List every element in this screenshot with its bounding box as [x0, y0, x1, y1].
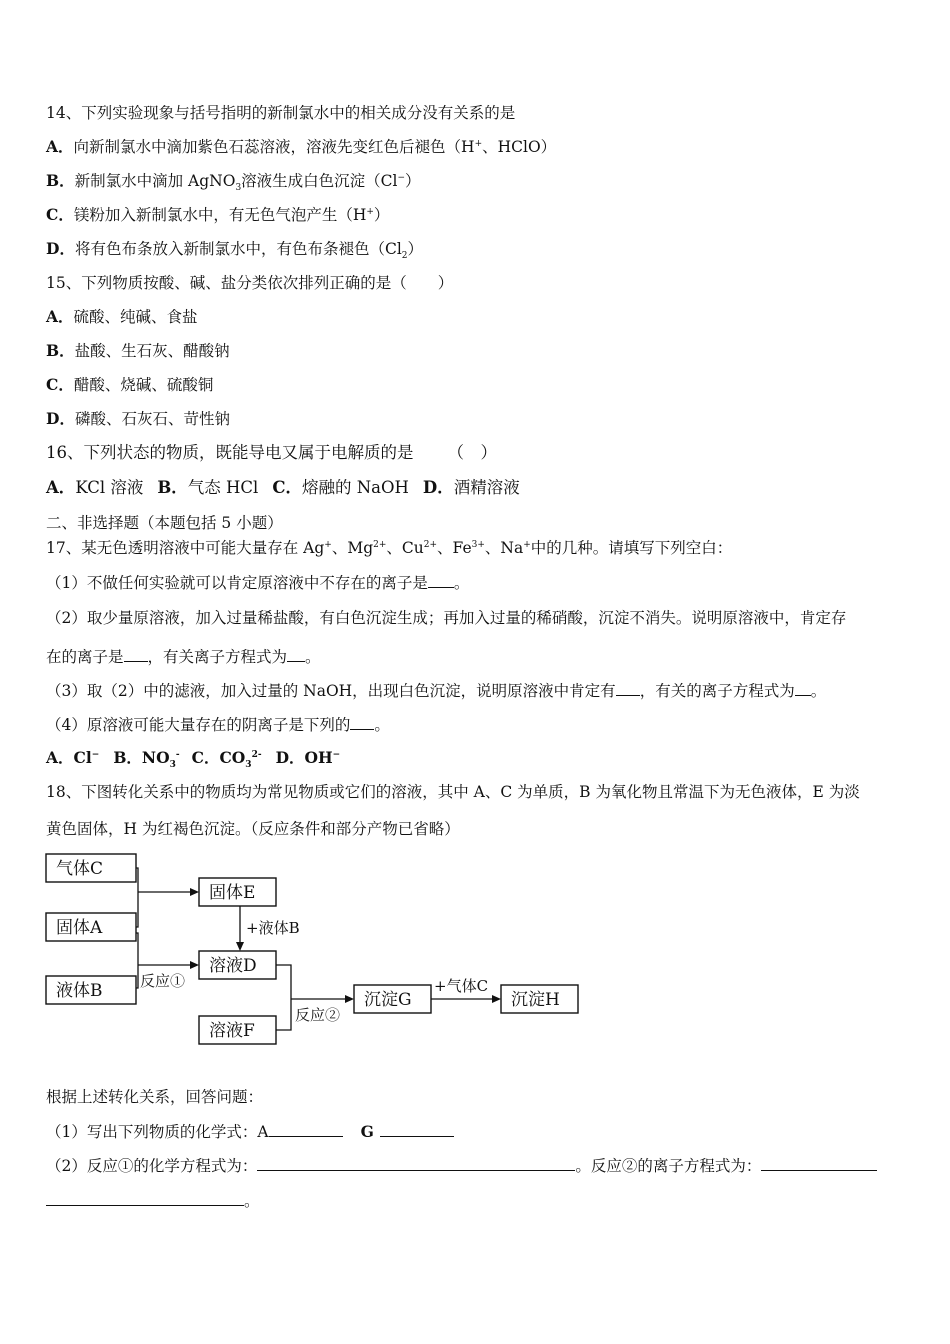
answer-blank-g[interactable]	[380, 1121, 454, 1137]
q18-stem-line1: 18、下图转化关系中的物质均为常见物质或它们的溶液，其中 A、C 为单质，B 为氧化物且常温下为无色液体，E 为淡	[46, 783, 860, 801]
option-text-tail: ）	[373, 206, 390, 224]
option-label-c: C．	[191, 748, 220, 767]
q18-stem-line2: 黄色固体，H 为红褐色沉淀。（反应条件和部分产物已省略）	[46, 820, 460, 838]
option-label-d: D．	[422, 478, 454, 497]
option-text-b: 气态 HCl	[187, 478, 259, 497]
label-precip-g: 沉淀G	[364, 990, 412, 1010]
q15-option-d	[46, 409, 230, 429]
q15-option-c	[46, 375, 213, 395]
section-title: 二、非选择题（本题包括 5 小题）	[46, 514, 283, 532]
option-label: C．	[46, 375, 74, 394]
q17-ion-sep: 、Mg	[331, 539, 374, 557]
option-text: 盐酸、生石灰、醋酸钠	[74, 342, 230, 360]
part-text-end: 。	[810, 682, 827, 700]
q17-part1	[46, 572, 469, 593]
q17-ion-sep: 、Na	[484, 539, 524, 557]
reaction-flow-diagram	[44, 848, 604, 1048]
option-label-d: D．	[275, 748, 305, 767]
subscript: 3	[235, 183, 242, 194]
q17-stem-text: 17、某无色透明溶液中可能大量存在 Ag	[46, 539, 325, 557]
label-liquid-b: 液体B	[56, 981, 103, 1001]
connector-d-f	[276, 965, 291, 1030]
label-plus-liquid-b: +液体B	[246, 919, 300, 937]
option-text-b: NO	[141, 748, 170, 767]
part-text: （3）取（2）中的滤液，加入过量的 NaOH，出现白色沉淀，说明原溶液中肯定有	[46, 682, 616, 700]
option-text-tail: ）	[405, 172, 421, 190]
label-reaction-1: 反应①	[140, 972, 186, 990]
answer-blank-reaction2[interactable]	[761, 1155, 877, 1171]
superscript: +	[366, 206, 374, 217]
option-label-a: A．	[46, 478, 76, 497]
part-text: （2）反应①的化学方程式为：	[46, 1157, 258, 1175]
answer-blank[interactable]	[287, 646, 305, 662]
label-plus-gas-c: +气体C	[434, 977, 489, 995]
part-text-mid: ，有关的离子方程式为	[639, 682, 795, 700]
subscript: 3	[245, 760, 252, 771]
q15-option-a	[46, 307, 198, 327]
option-label: D．	[46, 239, 75, 258]
option-text-mid: 溶液生成白色沉淀（Cl	[241, 172, 398, 190]
part-text: （1）不做任何实验就可以肯定原溶液中不存在的离子是	[46, 574, 428, 592]
q14-option-b	[46, 171, 421, 194]
superscript: −	[332, 749, 341, 760]
label-solid-e: 固体E	[209, 883, 256, 903]
q15-option-b	[46, 341, 230, 361]
option-label: B．	[46, 171, 75, 190]
answer-paren: （ ）	[447, 443, 497, 462]
q14-option-d	[46, 239, 424, 262]
label-reaction-2: 反应②	[295, 1006, 341, 1024]
q18-part1	[46, 1121, 454, 1142]
label-solution-d: 溶液D	[209, 956, 257, 976]
part-text-end: 。	[305, 648, 321, 666]
part-text: （1）写出下列物质的化学式：A	[46, 1123, 269, 1141]
q17-part2-line1: （2）取少量原溶液，加入过量稀盐酸，有白色沉淀生成；再加入过量的稀硝酸，沉淀不消失。说明原溶液中，肯定存	[46, 609, 847, 627]
option-label-c: C．	[272, 478, 302, 497]
answer-blank-a[interactable]	[269, 1121, 343, 1137]
option-text: 新制氯水中滴加 AgNO	[74, 172, 236, 190]
option-text: 镁粉加入新制氯水中，有无色气泡产生（H	[73, 206, 367, 224]
arrowhead-g	[345, 995, 354, 1003]
option-text-a: Cl	[73, 748, 92, 767]
option-label-b: B．	[113, 748, 142, 767]
option-label: A．	[46, 137, 74, 156]
superscript: +	[324, 539, 332, 550]
option-label: A．	[46, 307, 74, 326]
q14-option-a	[46, 137, 556, 157]
part-text-end: 。	[244, 1192, 260, 1210]
option-text-tail: ）	[407, 240, 424, 258]
q17-ion-sep: 、Fe	[437, 539, 472, 557]
option-text-d: 酒精溶液	[453, 478, 520, 497]
answer-blank[interactable]	[124, 646, 148, 662]
q16-stem	[46, 443, 497, 463]
option-label: B．	[46, 341, 75, 360]
q15-stem: 15、下列物质按酸、碱、盐分类依次排列正确的是（ ）	[46, 274, 454, 292]
option-label-a: A．	[46, 748, 74, 767]
option-text: 将有色布条放入新制氯水中，有色布条褪色（Cl	[74, 240, 402, 258]
arrowhead-e	[190, 888, 199, 896]
q17-ion-sep: 、Cu	[386, 539, 424, 557]
q18-part2	[46, 1155, 877, 1176]
label-gas-c: 气体C	[56, 859, 104, 879]
option-label: C．	[46, 205, 74, 224]
superscript: +	[474, 138, 483, 149]
part-text-mid: ，有关离子方程式为	[147, 648, 288, 666]
option-label: D．	[46, 409, 75, 428]
superscript: 3+	[471, 539, 485, 550]
q17-part4	[46, 714, 390, 735]
option-text-c: 熔融的 NaOH	[301, 478, 409, 497]
option-text: 磷酸、石灰石、苛性钠	[74, 410, 230, 428]
arrowhead-d-reaction1	[190, 961, 199, 969]
superscript: -	[175, 749, 180, 760]
q17-ion-sep: 中的几种。请填写下列空白：	[530, 539, 733, 557]
part-text-mid: 。反应②的离子方程式为：	[575, 1157, 762, 1175]
answer-blank[interactable]	[428, 572, 454, 588]
q18-part2-cont	[46, 1190, 260, 1211]
subscript: 3	[169, 760, 176, 771]
answer-blank[interactable]	[616, 680, 640, 696]
answer-blank-reaction2-cont[interactable]	[46, 1190, 244, 1206]
label-solution-f: 溶液F	[209, 1021, 255, 1041]
superscript: −	[397, 172, 406, 183]
label-precip-h: 沉淀H	[511, 990, 560, 1010]
part-text: 在的离子是	[46, 648, 124, 666]
q14-stem: 14、下列实验现象与括号指明的新制氯水中的相关成分没有关系的是	[46, 104, 516, 122]
q17-stem	[46, 538, 732, 558]
answer-blank[interactable]	[350, 714, 374, 730]
option-text-d: OH	[304, 748, 333, 767]
answer-blank-reaction1[interactable]	[257, 1155, 575, 1171]
option-text: 醋酸、烧碱、硫酸铜	[73, 376, 214, 394]
arrowhead-h	[492, 995, 501, 1003]
superscript: 2+	[373, 539, 387, 550]
q17-part2-line2	[46, 646, 321, 667]
q18-intro: 根据上述转化关系，回答问题：	[46, 1088, 264, 1106]
part-text-end: 。	[453, 574, 470, 592]
option-label-b: B．	[157, 478, 188, 497]
option-text-a: KCl 溶液	[75, 478, 144, 497]
superscript: −	[91, 749, 100, 760]
superscript: 2+	[423, 539, 438, 550]
option-text-tail: 、HClO）	[482, 138, 557, 156]
label-solid-a: 固体A	[56, 918, 103, 938]
part-text-end: 。	[374, 716, 390, 734]
option-text: 硫酸、纯碱、食盐	[73, 308, 198, 326]
q16-stem-text: 16、下列状态的物质，既能导电又属于电解质的是	[46, 443, 414, 462]
subscript: 2	[401, 251, 408, 262]
q16-options	[46, 478, 520, 498]
q17-options	[46, 748, 341, 771]
superscript: +	[523, 539, 531, 550]
answer-blank[interactable]	[795, 680, 811, 696]
part-text: （4）原溶液可能大量存在的阴离子是下列的	[46, 716, 351, 734]
arrowhead-d	[236, 942, 244, 951]
option-text: 向新制氯水中滴加紫色石蕊溶液，溶液先变红色后褪色（H	[73, 138, 475, 156]
q17-part3	[46, 680, 826, 701]
q14-option-c	[46, 205, 389, 225]
part-text-g: G	[360, 1122, 374, 1141]
option-text-c: CO	[219, 748, 246, 767]
superscript: 2-	[251, 749, 262, 760]
